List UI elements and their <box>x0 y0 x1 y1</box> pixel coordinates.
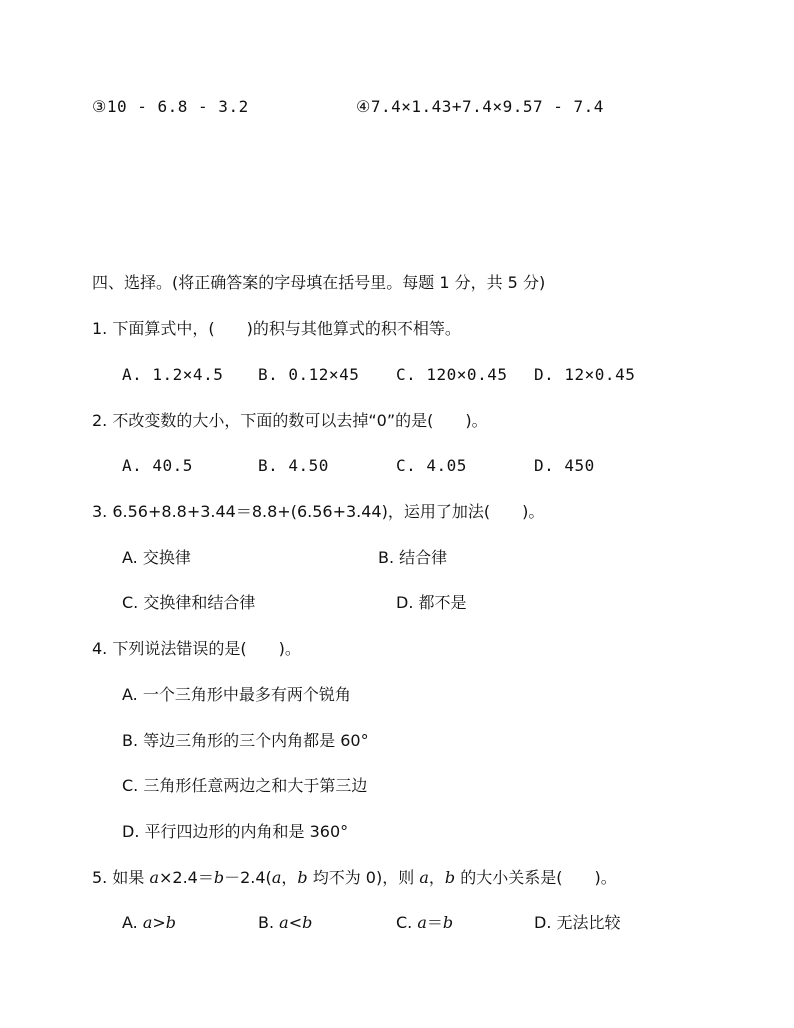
question-5-stem <box>92 867 617 889</box>
question-4-option-d[interactable]: D. 平行四边形的内角和是 360° <box>122 822 349 841</box>
q5-option-b-label: B. <box>258 913 280 932</box>
q5-comma: ， <box>281 868 298 887</box>
question-2-option-d[interactable]: D. 450 <box>534 456 595 475</box>
q5-prefix: 5. 如果 <box>92 868 150 887</box>
question-5-option-a[interactable] <box>122 912 176 934</box>
question-1-option-b[interactable]: B. 0.12×45 <box>258 365 360 384</box>
q5-option-c-op: ＝ <box>426 913 443 932</box>
q5-var-b: b <box>213 868 225 887</box>
calc-item-4: ④7.4×1.43+7.4×9.57 - 7.4 <box>356 97 604 116</box>
q5-option-a-v1: a <box>142 913 153 932</box>
question-3-option-d[interactable]: D. 都不是 <box>396 593 467 612</box>
question-4-option-c[interactable]: C. 三角形任意两边之和大于第三边 <box>122 776 368 795</box>
q5-option-d-label: D. 无法比较 <box>534 913 621 932</box>
question-2-option-b[interactable]: B. 4.50 <box>258 456 329 475</box>
question-3-option-c[interactable]: C. 交换律和结合律 <box>122 593 256 612</box>
question-3-option-b[interactable]: B. 结合律 <box>378 548 448 567</box>
question-5-option-c[interactable] <box>396 912 453 934</box>
question-3-stem: 3. 6.56+8.8+3.44＝8.8+(6.56+3.44)，运用了加法( )。 <box>92 502 545 521</box>
question-2-option-c[interactable]: C. 4.05 <box>396 456 467 475</box>
question-1-stem: 1. 下面算式中，( )的积与其他算式的积不相等。 <box>92 319 461 338</box>
q5-comma2: ， <box>428 868 445 887</box>
question-2-stem: 2. 不改变数的大小，下面的数可以去掉“0”的是( )。 <box>92 411 488 430</box>
q5-mid3: 均不为 0)，则 <box>307 868 420 887</box>
q5-mid2: －2.4( <box>224 868 272 887</box>
q5-var-a: a <box>149 868 159 887</box>
q5-suffix: 的大小关系是( )。 <box>455 868 617 887</box>
question-5-option-d[interactable] <box>534 912 621 934</box>
question-1-option-c[interactable]: C. 120×0.45 <box>396 365 508 384</box>
q5-var-a3: a <box>419 868 429 887</box>
q5-var-b3: b <box>444 868 456 887</box>
question-1-option-d[interactable]: D. 12×0.45 <box>534 365 636 384</box>
q5-option-b-v2: b <box>302 913 313 932</box>
q5-mid1: ×2.4＝ <box>159 868 214 887</box>
q5-option-c-v1: a <box>417 913 427 932</box>
question-4-option-a[interactable]: A. 一个三角形中最多有两个锐角 <box>122 685 351 704</box>
q5-option-a-op: > <box>152 913 166 932</box>
question-4-stem: 4. 下列说法错误的是( )。 <box>92 639 301 658</box>
q5-option-b-op: < <box>288 913 303 932</box>
q5-option-c-v2: b <box>442 913 454 932</box>
section-title: 四、选择。(将正确答案的字母填在括号里。每题 1 分，共 5 分) <box>92 273 546 292</box>
q5-var-a2: a <box>271 868 282 887</box>
q5-option-c-label: C. <box>396 913 418 932</box>
calc-item-3: ③10 - 6.8 - 3.2 <box>92 97 249 116</box>
question-5-option-b[interactable] <box>258 912 312 934</box>
q5-option-a-label: A. <box>122 913 143 932</box>
q5-var-b2: b <box>297 868 308 887</box>
question-2-option-a[interactable]: A. 40.5 <box>122 456 193 475</box>
question-4-option-b[interactable]: B. 等边三角形的三个内角都是 60° <box>122 731 369 750</box>
question-3-option-a[interactable]: A. 交换律 <box>122 548 191 567</box>
q5-option-b-v1: a <box>279 913 289 932</box>
q5-option-a-v2: b <box>165 913 177 932</box>
question-1-option-a[interactable]: A. 1.2×4.5 <box>122 365 224 384</box>
